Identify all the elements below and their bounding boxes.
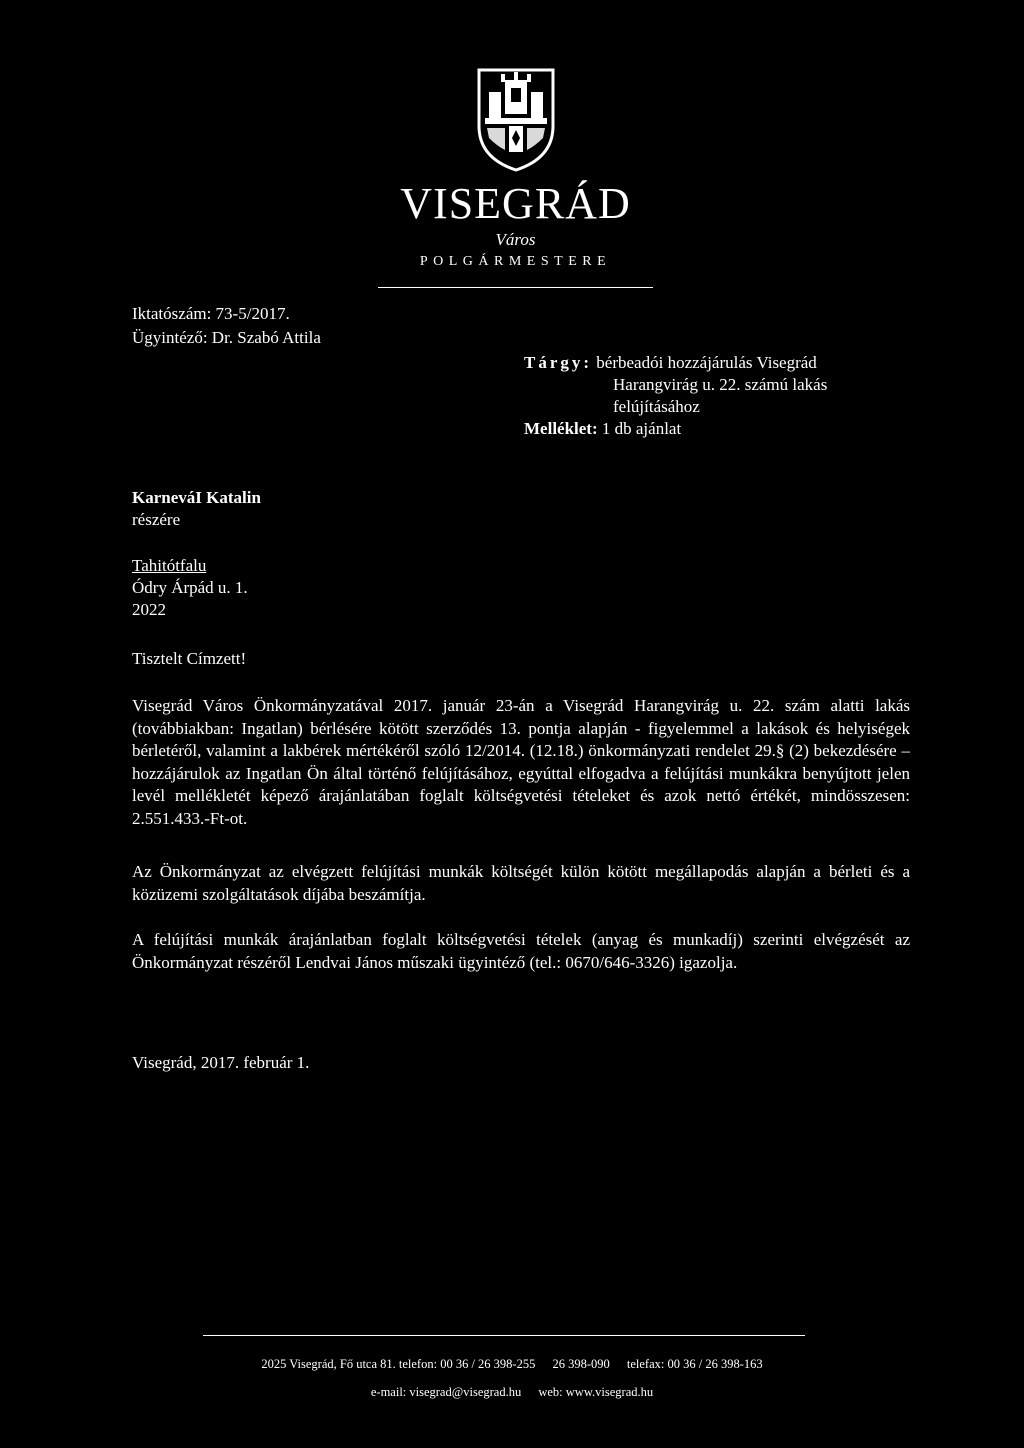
coat-of-arms-logo <box>475 66 557 174</box>
recipient-name: KarneváI Katalin <box>132 488 261 507</box>
footer-address: 2025 Visegrád, Fő utca 81. <box>261 1357 396 1371</box>
body-paragraph-3: A felújítási munkák árajánlatban foglalt költségvetési tételek (anyag és munkadíj) szerinti elvégzését az Önkormányzat részéről Lendvai János műszaki ügyintéző (tel.: 0670/646-3326) igazolja. <box>132 930 910 972</box>
body-paragraph-1: Visegrád Város Önkormányzatával 2017. január 23-án a Visegrád Harangvirág u. 22. szám alatti lakás (továbbiakban: Ingatlan) bérlésére kötött szerződés 13. pontja alapján - figyelemmel a lakások és helyiségek bérletéről, valamint a lakbérek mértékéről szóló 12/2014. (12.18.) önkormányzati rendelet 29.§ (2) bekezdésére – hozzájárulok az Ingatlan Ön által történő felújításához, egyúttal elfogadva a felújítási munkákra benyújtott jelen levél mellékletét képező árajánlatában foglalt költségvetési tételeket és azok nettó értékét, mindösszesen: 2.551.433.-Ft-ot. <box>132 696 910 828</box>
recipient-address <box>132 555 248 621</box>
file-number: Iktatószám: 73-5/2017. <box>132 304 290 323</box>
footer-divider <box>203 1335 805 1336</box>
subject-label: Tárgy: <box>524 353 593 372</box>
footer-fax: telefax: 00 36 / 26 398-163 <box>626 1357 763 1371</box>
letterhead-city: VISEGRÁD <box>400 179 631 228</box>
greeting: Tisztelt Címzett! <box>132 649 247 668</box>
attachment-label: Melléklet: <box>524 419 598 438</box>
footer-web: web: www.visegrad.hu <box>538 1385 654 1399</box>
letterhead-office: POLGÁRMESTERE <box>419 254 612 269</box>
letterhead-subtitle: Város <box>495 230 536 249</box>
letterhead-divider <box>378 287 653 288</box>
subject-line-1: bérbeadói hozzájárulás Visegrád <box>596 353 817 372</box>
subject-line-2: Harangvirág u. 22. számú lakás <box>613 375 828 394</box>
subject-line-3: felújításához <box>613 397 700 416</box>
footer-phone-2: 26 398-090 <box>552 1357 610 1371</box>
footer-email: e-mail: visegrad@visegrad.hu <box>370 1385 522 1399</box>
recipient-block <box>132 487 261 531</box>
recipient-zip: 2022 <box>132 600 166 619</box>
recipient-street: Ódry Árpád u. 1. <box>132 578 248 597</box>
place-and-date: Visegrád, 2017. február 1. <box>132 1053 310 1072</box>
attachment-block <box>524 418 681 440</box>
footer-phone: telefon: 00 36 / 26 398-255 <box>398 1357 536 1371</box>
attachment-value: 1 db ajánlat <box>601 419 682 438</box>
clerk-name: Ügyintéző: Dr. Szabó Attila <box>132 328 321 347</box>
reference-block <box>132 302 321 350</box>
recipient-for: részére <box>132 510 181 529</box>
subject-block <box>524 352 827 418</box>
recipient-city: Tahitótfalu <box>132 556 207 575</box>
body-paragraph-2: Az Önkormányzat az elvégzett felújítási munkák költségét külön kötött megállapodás alapján a bérleti és a közüzemi szolgáltatások díjába beszámítja. <box>132 862 910 904</box>
footer <box>150 1350 874 1406</box>
letterhead-brand <box>378 178 653 272</box>
